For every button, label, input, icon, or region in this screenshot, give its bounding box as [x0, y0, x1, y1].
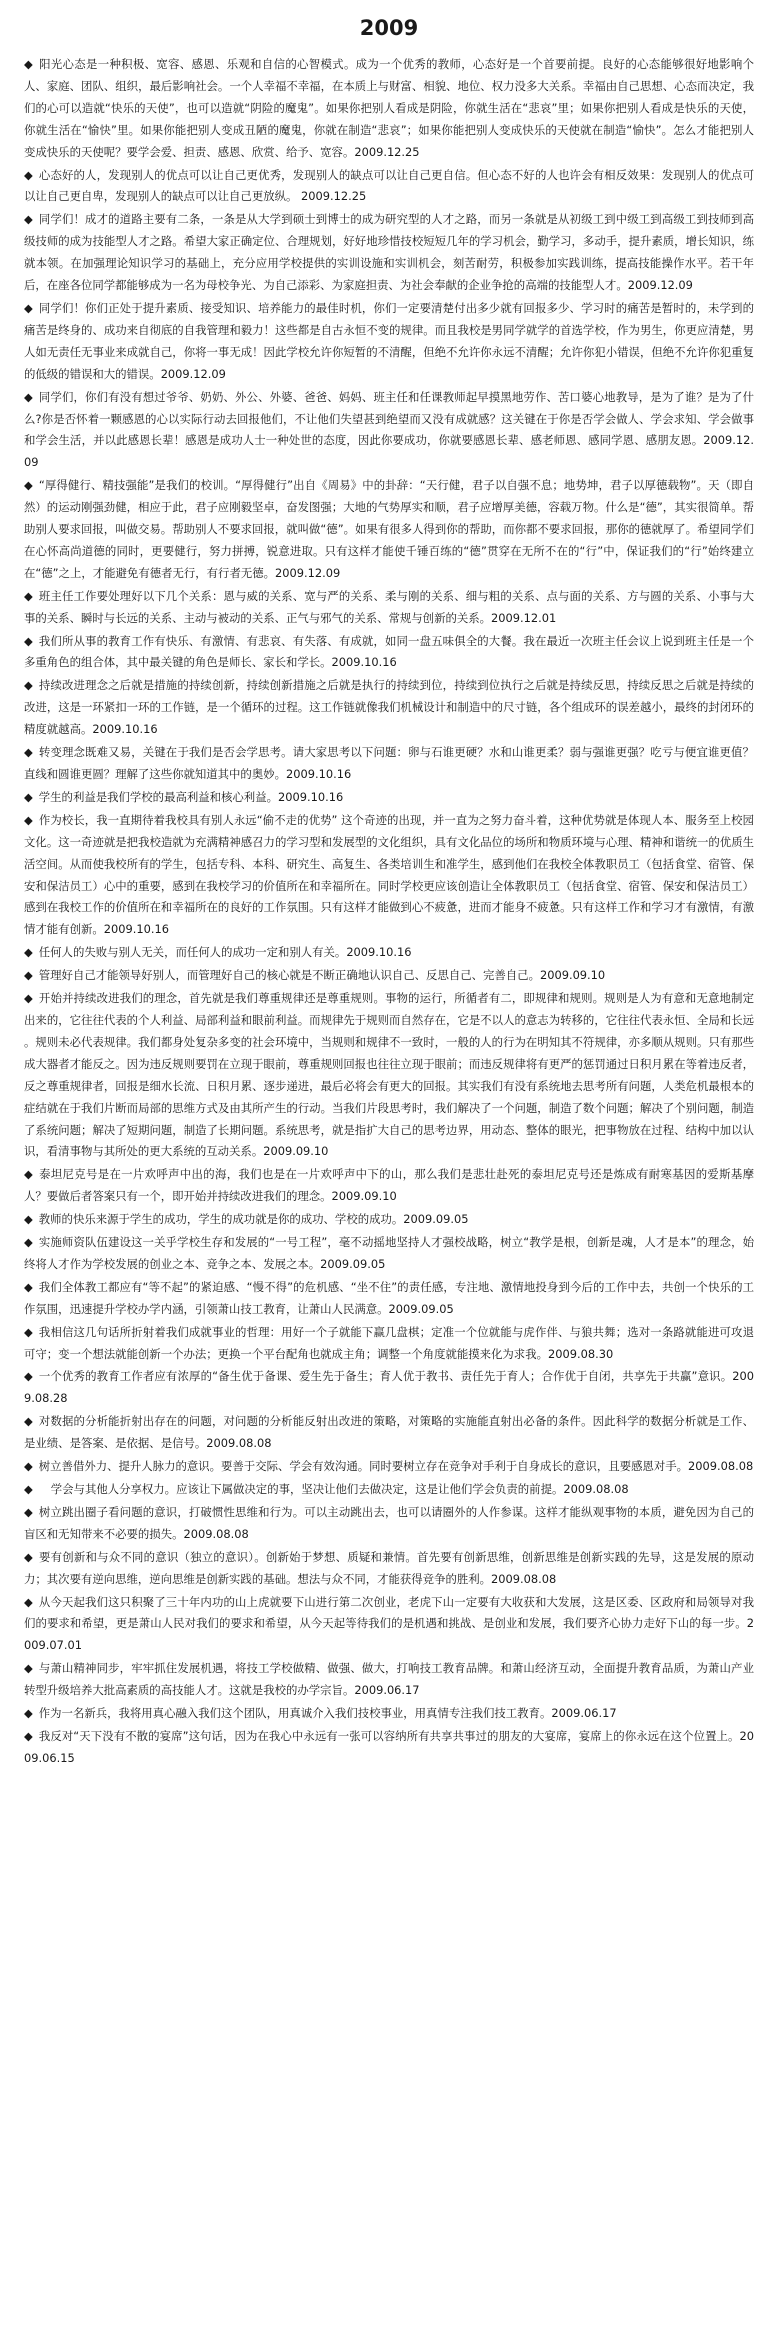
bullet-diamond-icon: ◆: [24, 1459, 33, 1474]
entry-text: 开始并持续改进我们的理念，首先就是我们尊重规律还是尊重规则。事物的运行，所循者有二，即规律和规则。规则是人为有意和无意地制定出来的，它往往代表的个人利益、局部利益和眼前利益。而规律先于规则而自然存在，它是不以人的意志为转移的，它往往代表永恒、全局和长远 。规则未必代表规律。我们都身处复杂多变的社会环境中，当规则和规律不一致时，一般的人的行为在明知其不符规律，亦多顺从规则。只有那些成大器者才能反之。因为违反规则要罚在立现于眼前，尊重规则回报也往往立现于眼前；而违反规律将有更严的惩罚通过日积月累在等着违反者，反之尊重规律者，回报是细水长流、日积月累、逐步递进，最后必将会有更大的回报。其实我们有没有系统地去思考所有问题，人类危机最根本的症结就在于我们片断而局部的思维方式及由其所产生的行动。当我们片段思考时，我们解决了一个问题，制造了数个问题；解决了个别问题，制造了系统问题；解决了短期问题，制造了长期问题。系统思考，就是指扩大自己的思考边界，用动态、整体的眼光，把事物放在过程、结构中加以认识，看清事物与其所处的更大系统的互动关系。2009.09.10: [24, 991, 754, 1159]
entry-text: 学会与其他人分享权力。应该让下属做决定的事，坚决让他们去做决定，这是让他们学会负责的前提。2009.08.08: [50, 1482, 629, 1496]
list-item: [24, 387, 754, 475]
bullet-diamond-icon: ◆: [24, 588, 33, 603]
list-item: [24, 1209, 754, 1231]
list-item: [24, 1232, 754, 1276]
list-item: [24, 742, 754, 786]
bullet-diamond-icon: ◆: [24, 167, 33, 182]
list-item: [24, 988, 754, 1163]
entry-text: 我们全体教工都应有“等不起”的紧迫感、“慢不得”的危机感、“坐不住”的责任感，专注地、激情地投身到今后的工作中去，共创一个快乐的工作氛围，迅速提升学校办学内涵，引领萧山技工教育，让萧山人民满意。2009.09.05: [24, 1279, 754, 1316]
entry-text: 一个优秀的教育工作者应有浓厚的“备生优于备课、爱生先于备生；育人优于教书、责任先于育人；合作优于自闭，共享先于共赢”意识。2009.08.28: [24, 1369, 754, 1406]
bullet-diamond-icon: ◆: [24, 1279, 33, 1294]
entry-text: 心态好的人，发现别人的优点可以让自己更优秀，发现别人的缺点可以让自己更自信。但心态不好的人也许会有相反效果：发现别人的优点可以让自己更自卑，发现别人的缺点可以让自己更放纵。 2009.12.25: [24, 167, 754, 204]
entry-text: 对数据的分析能折射出存在的问题，对问题的分析能反射出改进的策略，对策略的实施能直射出必备的条件。因此科学的数据分析就是工作、是业绩、是答案、是依据、是信号。2009.08.08: [24, 1414, 754, 1451]
entry-text: 树立善借外力、提升人脉力的意识。要善于交际、学会有效沟通。同时要树立存在竞争对手利于自身成长的意识，且要感恩对手。2009.08.08: [38, 1459, 754, 1474]
bullet-diamond-icon: ◆: [24, 57, 34, 71]
bullet-diamond-icon: ◆: [24, 1235, 33, 1250]
entry-text: 泰坦尼克号是在一片欢呼声中出的海，我们也是在一片欢呼声中下的山，那么我们是悲壮赴死的泰坦尼克号还是炼成有耐寒基因的爱斯基摩人？要做后者答案只有一个，即开始并持续改进我们的理念。2009.09.10: [24, 1167, 754, 1204]
bullet-diamond-icon: ◆: [24, 212, 33, 227]
list-item: [24, 1411, 754, 1455]
entry-text: 班主任工作要处理好以下几个关系：恩与威的关系、宽与严的关系、柔与刚的关系、细与粗的关系、点与面的关系、方与圆的关系、小事与大事的关系、瞬时与长远的关系、主动与被动的关系、正气与邪气的关系、常规与创新的关系。2009.12.01: [24, 588, 754, 625]
list-item: [24, 810, 754, 941]
entry-text: “厚得健行、精技强能”是我们的校训。“厚得健行”出自《周易》中的卦辞：“天行健，君子以自强不息；地势坤，君子以厚德载物”。天（即自然）的运动刚强劲健，相应于此，君子应刚毅坚卓，奋发图强；大地的气势厚实和顺，君子应增厚美德，容载万物。什么是“德”，其实很简单。帮助别人要求回报，叫做交易。帮助别人不要求回报，就叫做“德”。如果有很多人得到你的帮助，而你都不要求回报，那你的德就厚了。希望同学们在心怀高尚道德的同时，更要健行，努力拼搏，锐意进取。只有这样才能使千锤百练的“德”贯穿在无所不在的“行”中，保证我们的“行”始终建立在“德”之上，才能避免有德者无行，有行者无德。2009.12.09: [24, 478, 754, 580]
list-item: [24, 1277, 754, 1321]
list-item: [24, 675, 754, 741]
bullet-diamond-icon: ◆: [24, 968, 33, 983]
bullet-diamond-icon: ◆: [24, 1324, 33, 1339]
list-item: [24, 1366, 754, 1410]
bullet-diamond-icon: ◆: [24, 1504, 33, 1519]
entry-list: [24, 54, 754, 1770]
bullet-diamond-icon: ◆: [24, 1167, 34, 1182]
bullet-diamond-icon: ◆: [24, 1661, 33, 1676]
list-item: [24, 1703, 754, 1725]
list-item: [24, 1322, 754, 1366]
list-item: [24, 165, 754, 209]
page-title: 2009: [359, 16, 419, 40]
entry-text: 持续改进理念之后就是措施的持续创新，持续创新措施之后就是执行的持续到位，持续到位执行之后就是持续反思，持续反思之后就是持续的改进，这是一环紧扣一环的工作链，是一个循环的过程。这工作链就像我们机械设计和制造中的尺寸链，各个组成环的误差越小，最终的封闭环的精度就越高。2009.10.16: [24, 678, 754, 737]
entry-text: 作为校长，我一直期待着我校具有别人永远“偷不走的优势” 这个奇迹的出现，并一直为之努力奋斗着，这种优势就是体现人本、服务至上校园文化。这一奇迹就是把我校造就为充满精神感召力的学习型和发展型的文化组织，具有文化品位的场所和物质环境与心理、精神和谐统一的优质生活空间。从而使我校所有的学生，包括专科、本科、研究生、高复生、各类培训生和准学生，感到他们在我校全体教职员工（包括食堂、宿管、保安和保洁员工）心中的重要，感到在我校学习的价值所在和幸福所在。同时学校更应该创造让全体教职员工（包括食堂、宿管、保安和保洁员工）感到在我校工作的价值所在和幸福所在的良好的工作氛围。只有这样才能做到心不疲惫，进而才能身不疲惫。只有这样工作和学习才有激情，有激情才能有创新。2009.10.16: [24, 812, 754, 937]
list-item: [24, 298, 754, 386]
entry-text: 从今天起我们这只积聚了三十年内功的山上虎就要下山进行第二次创业，老虎下山一定要有大收获和大发展，这是区委、区政府和局领导对我们的要求和希望，更是萧山人民对我们的要求和希望，从今天起等待我们的是机遇和挑战、是创业和发展，我们要齐心协力走好下山的每一步。2009.07.01: [24, 1594, 754, 1653]
bullet-diamond-icon: ◆: [24, 1482, 33, 1496]
bullet-diamond-icon: ◆: [24, 812, 33, 827]
entry-text: 同学们！成才的道路主要有二条，一条是从大学到硕士到博士的成为研究型的人才之路，而另一条就是从初级工到中级工到高级工到技师到高级技师的成为技能型人才之路。希望大家正确定位、合理规划，好好地珍惜技校短短几年的学习机会，勤学习，多动手，提升素质，增长知识，练就本领。在加强理论知识学习的基础上，充分应用学校提供的实训设施和实训机会，刻苦耐劳，积极参加实践训练，提高技能操作水平。若干年后，在座各位同学都能够成为一名为母校争光、为自己添彩、为家庭担责、为社会奉献的企业争抢的高端的技能型人才。2009.12.09: [24, 212, 754, 293]
bullet-diamond-icon: ◆: [24, 745, 33, 760]
bullet-diamond-icon: ◆: [24, 789, 33, 804]
bullet-diamond-icon: ◆: [24, 1706, 33, 1721]
list-item: [24, 475, 754, 585]
bullet-diamond-icon: ◆: [24, 1414, 33, 1429]
bullet-diamond-icon: ◆: [24, 633, 33, 648]
bullet-diamond-icon: ◆: [24, 1549, 33, 1564]
entry-text: 实施师资队伍建设这一关乎学校生存和发展的“一号工程”，毫不动摇地坚持人才强校战略，树立“教学是根，创新是魂，人才是本”的理念，始终将人才作为学校发展的创业之本、竞争之本、发展之本。2009.09.05: [24, 1235, 754, 1271]
list-item: [24, 209, 754, 297]
entry-text: 我相信这几句话所折射着我们成就事业的哲理：用好一个子就能下赢几盘棋；定准一个位就能与虎作伴、与狼共舞；选对一条路就能进可攻退可守；变一个想法就能创新一个办法；更换一个平台配角也就成主角；调整一个角度就能摸来化为求我。2009.08.30: [24, 1324, 754, 1361]
entry-text: 我反对“天下没有不散的宴席”这句话，因为在我心中永远有一张可以容纳所有共享共事过的朋友的大宴席，宴席上的你永远在这个位置上。2009.06.15: [24, 1728, 754, 1765]
bullet-diamond-icon: ◆: [24, 991, 33, 1006]
list-item: [24, 1726, 754, 1770]
list-item: [24, 1456, 754, 1478]
list-item: [24, 631, 754, 675]
bullet-diamond-icon: ◆: [24, 678, 33, 693]
entry-text: 转变理念既难又易，关键在于我们是否会学思考。请大家思考以下问题：卵与石谁更硬？水和山谁更柔？弱与强谁更强？吃亏与便宜谁更值？直线和圆谁更圆？理解了这些你就知道其中的奥妙。2009.10.16: [24, 745, 754, 781]
bullet-diamond-icon: ◆: [24, 300, 33, 315]
bullet-diamond-icon: ◆: [24, 478, 33, 493]
entry-text: 同学们，你们有没有想过爷爷、奶奶、外公、外婆、爸爸、妈妈、班主任和任课教师起早摸黑地劳作、苦口婆心地教导，是为了谁？是为了什么?你是否怀着一颗感恩的心以实际行动去回报他们，不让他们失望甚到绝望而又没有成就感？这关键在于你是否学会做人、学会求知、学会做事和学会生活，并以此感恩长辈！感恩是成功人士一种处世的态度，因此你要成功，你就要感恩长辈、感老师恩、感同学恩、感朋友恩。2009.12.09: [24, 389, 754, 470]
bullet-diamond-icon: ◆: [24, 1728, 33, 1743]
entry-text: 作为一名新兵，我将用真心融入我们这个团队，用真诚介入我们技校事业，用真情专注我们技工教育。2009.06.17: [38, 1706, 617, 1721]
list-item: [24, 1658, 754, 1702]
entry-text: 树立跳出圈子看问题的意识，打破惯性思维和行为。可以主动跳出去，也可以请圈外的人作参谋。这样才能纵观事物的本质，避免因为自己的盲区和无知带来不必要的损失。2009.08.08: [24, 1504, 754, 1541]
bullet-diamond-icon: ◆: [24, 945, 33, 960]
entry-text: 与萧山精神同步，牢牢抓住发展机遇，将技工学校做精、做强、做大，打响技工教育品牌。和萧山经济互动，全面提升教育品质，为萧山产业转型升级培养大批高素质的高技能人才。这就是我校的办学宗旨。2009.06.17: [24, 1661, 754, 1698]
list-item: [24, 54, 754, 164]
entry-text: 管理好自己才能领导好别人，而管理好自己的核心就是不断正确地认识自己、反思自己、完善自己。2009.09.10: [38, 968, 606, 983]
list-item: [24, 1547, 754, 1591]
entry-text: 任何人的失败与别人无关，而任何人的成功一定和别人有关。2009.10.16: [38, 945, 412, 960]
entry-text: 要有创新和与众不同的意识（独立的意识）。创新始于梦想、质疑和兼情。首先要有创新思维，创新思维是创新实践的先导，这是发展的原动力；其次要有逆向思维，逆向思维是创新实践的基础。想法与众不同，才能获得竞争的胜利。2009.08.08: [24, 1549, 754, 1586]
list-item: [24, 586, 754, 630]
list-item: [24, 1592, 754, 1658]
entry-text: 同学们！你们正处于提升素质、接受知识、培养能力的最佳时机，你们一定要清楚付出多少就有回报多少、学习时的痛苦是暂时的，未学到的痛苦是终身的、成功来自彻底的自我管理和毅力！这些都是自古永恒不变的规律。而且我校是男同学就学的首选学校，作为男生，你更应清楚，男人如无责任无事业来成就自己，你将一事无成！因此学校允许你短暂的不清醒，但绝不允许你永远不清醒；允许你犯小错误，但绝不允许你犯重复的低级的错误和大的错误。2009.12.09: [24, 300, 754, 381]
entry-text: 学生的利益是我们学校的最高利益和核心利益。2009.10.16: [38, 789, 344, 804]
list-item: [24, 965, 754, 987]
bullet-diamond-icon: ◆: [24, 389, 33, 404]
entry-text: 阳光心态是一种积极、宽容、感恩、乐观和自信的心智模式。成为一个优秀的教师，心态好是一个首要前提。良好的心态能够很好地影响个人、家庭、团队、组织，最后影响社会。一个人幸福不幸福，在本质上与财富、相貌、地位、权力没多大关系。幸福由自己思想、心态而决定，我们的心可以造就“快乐的天使”，也可以造就“阴险的魔鬼”。如果你把别人看成是阴险，你就生活在“悲哀”里；如果你把别人看成是快乐的天使，你就生活在“愉快”里。如果你能把别人变成丑陋的魔鬼，你就在制造“悲哀”；如果你能把别人变成快乐的天使就在制造“愉快”。怎么才能把别人变成快乐的天使呢？要学会爱、担责、感恩、欣赏、给予、宽容。2009.12.25: [24, 57, 754, 159]
list-item: [24, 1502, 754, 1546]
list-item: [24, 787, 754, 809]
bullet-diamond-icon: ◆: [24, 1369, 33, 1384]
bullet-diamond-icon: ◆: [24, 1594, 33, 1609]
entry-text: 我们所从事的教育工作有快乐、有激情、有悲哀、有失落、有成就，如同一盘五味俱全的大餐。我在最近一次班主任会议上说到班主任是一个多重角色的组合体，其中最关键的角色是师长、家长和学长。2009.10.16: [24, 633, 754, 670]
list-item: [24, 1479, 754, 1501]
entry-text: 教师的快乐来源于学生的成功，学生的成功就是你的成功、学校的成功。2009.09.05: [38, 1212, 469, 1227]
list-item: [24, 1164, 754, 1208]
list-item: [24, 942, 754, 964]
bullet-diamond-icon: ◆: [24, 1212, 33, 1227]
